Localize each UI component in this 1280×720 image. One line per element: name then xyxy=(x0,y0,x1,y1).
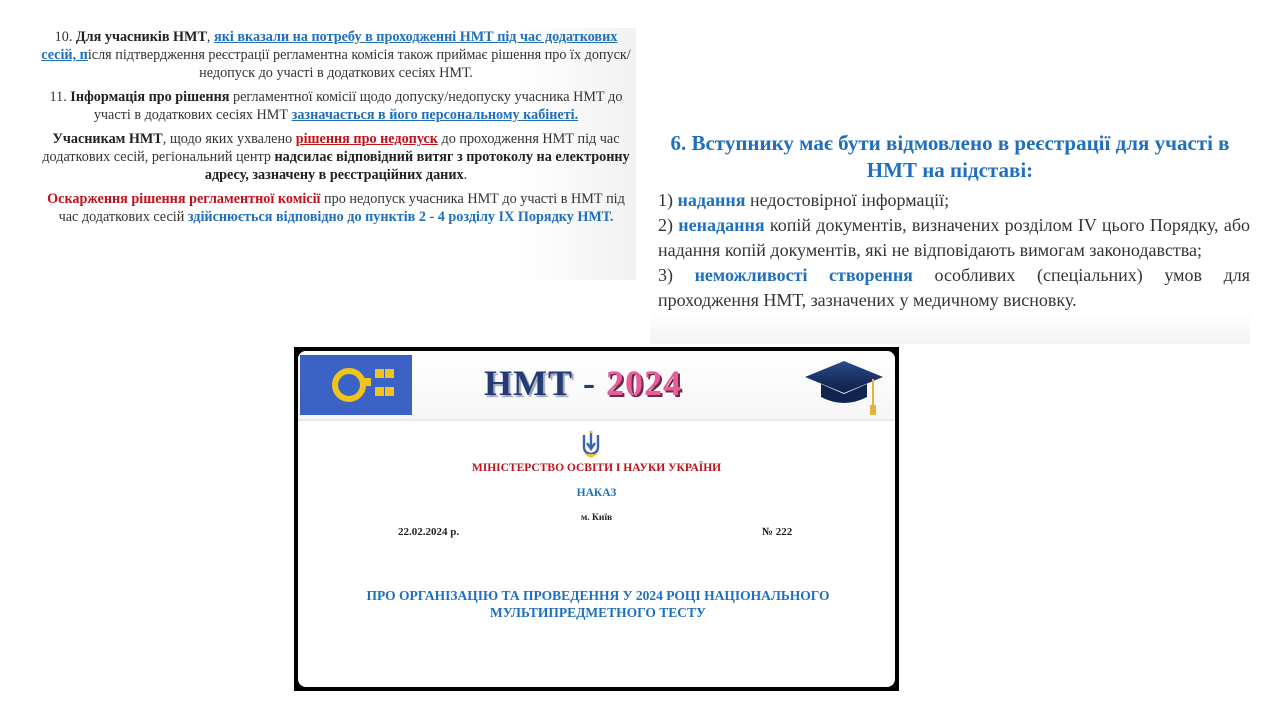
item-11-bold: Інформація про рішення xyxy=(70,89,230,105)
appeal-reference: здійснюється відповідно до пунктів 2 - 4 розділу IX Порядку НМТ. xyxy=(187,209,614,225)
order-label: НАКАЗ xyxy=(576,487,617,499)
item-11-link[interactable]: зазначається в його персональному кабінеті. xyxy=(291,107,579,123)
order-document-frame xyxy=(294,347,899,691)
appeal-heading: Оскарження рішення регламентної комісії xyxy=(47,191,321,207)
ministry-name: МІНІСТЕРСТВО ОСВІТИ І НАУКИ УКРАЇНИ xyxy=(471,462,722,474)
order-number: № 222 xyxy=(762,526,793,538)
trident-icon xyxy=(580,429,602,459)
paragraph-rejection-notice: Учасникам НМТ, щодо яких ухвалено рішення про недопуск до проходження НМТ під час додаткових сесій, регіональний центр надсилає відповідний витяг з протоколу на електронну адресу, зазначену в реєстраційних даних. xyxy=(42,131,630,183)
list-item: 3) неможливості створення особливих (спеціальних) умов для проходження НМТ, зазначених у медичному висновку. xyxy=(658,265,1251,310)
graduation-cap-icon xyxy=(803,355,885,417)
item-10-bold: Для учасників НМТ xyxy=(75,29,207,45)
list-item: 2) ненадання копій документів, визначених розділом IV цього Порядку, або надання копій документів, які не відповідають вимогам законодавства; xyxy=(658,215,1251,260)
banner-title: НМТ - 2024 xyxy=(484,363,682,403)
item-10: 10. Для учасників НМТ, які вказали на потребу в проходженні НМТ під час додаткових сесій, після підтвердження реєстрації регламентна комісія також приймає рішення про їх допуск/недопуск до участі в додаткових сесіях НМТ. xyxy=(41,29,631,81)
paragraph-appeal: Оскарження рішення регламентної комісії про недопуск учасника НМТ до участі в НМТ під час додаткових сесій здійснюється відповідно до пунктів 2 - 4 розділу IX Порядку НМТ. xyxy=(47,191,625,225)
item-10-link[interactable]: які вказали на потребу в проходженні НМТ під час додаткових сесій, п xyxy=(41,29,618,63)
uceqa-logo-icon xyxy=(300,355,412,415)
order-subject: ПРО ОРГАНІЗАЦІЮ ТА ПРОВЕДЕННЯ У 2024 РОЦІ НАЦІОНАЛЬНОГО МУЛЬТИПРЕДМЕТНОГО ТЕСТУ xyxy=(366,588,830,620)
nmt-banner xyxy=(298,351,895,421)
refusal-grounds-title: 6. Вступнику має бути відмовлено в реєстрації для участі в НМТ на підставі: xyxy=(670,131,1230,182)
list-item: 1) надання недостовірної інформації; xyxy=(658,190,950,210)
order-city: м. Київ xyxy=(580,513,613,523)
refusal-grounds-list xyxy=(650,188,1250,313)
regulation-excerpt-left xyxy=(36,28,636,280)
regulation-excerpt-right xyxy=(650,124,1250,344)
order-date: 22.02.2024 р. xyxy=(398,526,460,538)
item-11: 11. Інформація про рішення регламентної комісії щодо допуску/недопуску учасника НМТ до участі в додаткових сесіях НМТ зазначається в його персональному кабінеті. xyxy=(49,89,623,123)
rejection-decision-link[interactable]: рішення про недопуск xyxy=(295,131,438,147)
order-document xyxy=(298,351,895,687)
